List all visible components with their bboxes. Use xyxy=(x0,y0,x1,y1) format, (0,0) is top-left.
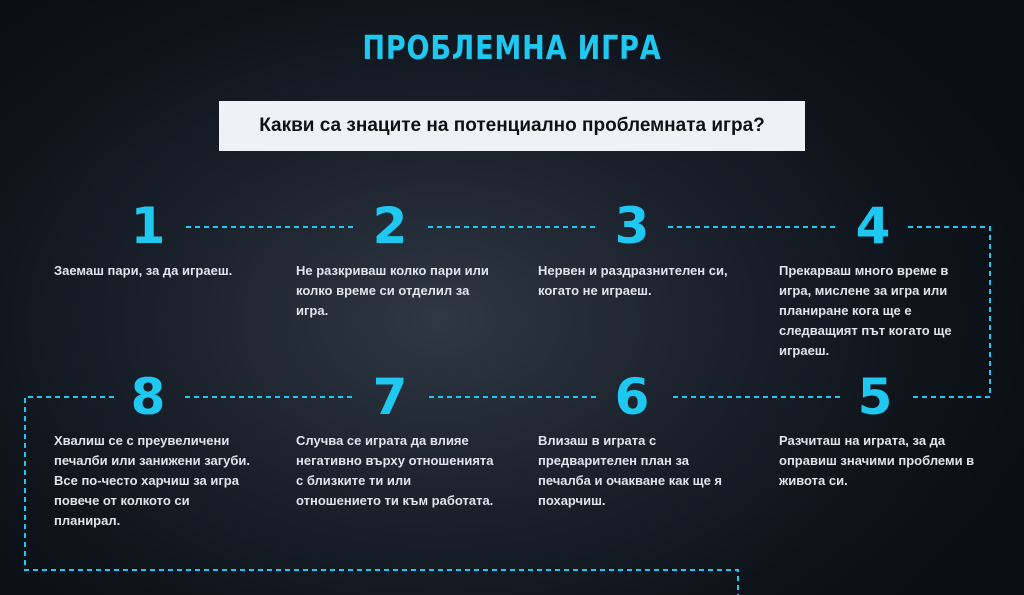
sign-number-8: 8 xyxy=(130,368,166,426)
question-text: Какви са знаците на потенциално проблемната игра? xyxy=(259,115,765,136)
sign-text-4: Прекарваш много време в игра, мислене за игра или планиране кога ще е следващият път когато ще играеш. xyxy=(779,263,952,358)
sign-text-2: Не разкриваш колко пари или колко време си отделил за игра. xyxy=(296,263,489,318)
sign-number-3: 3 xyxy=(614,197,650,255)
sign-number-7: 7 xyxy=(372,368,408,426)
sign-number-4: 4 xyxy=(855,197,891,255)
sign-text-3: Нервен и раздразнителен си, когато не играеш. xyxy=(538,263,728,298)
sign-text-8: Хвалиш се с преувеличени печалби или занижени загуби. Все по-често харчиш за игра повече от колкото си планирал. xyxy=(54,433,251,528)
sign-number-2: 2 xyxy=(372,197,408,255)
sign-text-6: Влизаш в играта с предварителен план за печалба и очакване как ще я похарчиш. xyxy=(538,433,722,508)
sign-text-5: Разчиташ на играта, за да оправиш значими проблеми в живота си. xyxy=(779,433,975,488)
sign-number-5: 5 xyxy=(857,368,893,426)
sign-number-6: 6 xyxy=(614,368,650,426)
sign-number-1: 1 xyxy=(130,197,166,255)
page-title: ПРОБЛЕМНА ИГРА xyxy=(362,28,662,67)
sign-text-7: Случва се играта да влияе негативно върху отношенията с близките ти или отношението ти към работата. xyxy=(296,433,494,508)
sign-text-1: Заемаш пари, за да играеш. xyxy=(54,263,233,278)
